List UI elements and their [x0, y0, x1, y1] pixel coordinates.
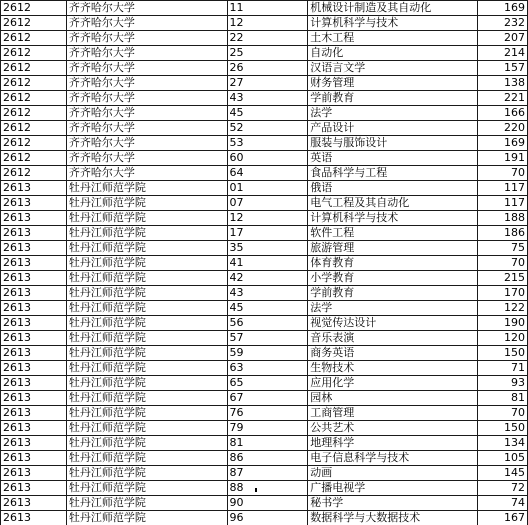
school-name-cell[interactable]: 牡丹江师范学院 [66, 466, 227, 481]
school-code-cell[interactable]: 2612 [1, 16, 67, 31]
plan-count-cell[interactable]: 191 [478, 151, 528, 166]
table-row[interactable] [1, 76, 528, 91]
major-code-cell[interactable]: 45 [227, 106, 308, 121]
major-name-cell[interactable]: 体育教育 [308, 256, 478, 271]
school-name-cell[interactable]: 牡丹江师范学院 [66, 391, 227, 406]
major-name-cell[interactable]: 产品设计 [308, 121, 478, 136]
plan-count-cell[interactable]: 81 [478, 391, 528, 406]
major-code-cell[interactable]: 65 [227, 376, 308, 391]
table-row[interactable] [1, 421, 528, 436]
major-code-cell[interactable]: 42 [227, 271, 308, 286]
school-name-cell[interactable]: 齐齐哈尔大学 [66, 16, 227, 31]
major-code-cell[interactable]: 63 [227, 361, 308, 376]
school-code-cell[interactable]: 2612 [1, 151, 67, 166]
major-name-cell[interactable]: 小学教育 [308, 271, 478, 286]
plan-count-cell[interactable]: 150 [478, 421, 528, 436]
school-code-cell[interactable]: 2613 [1, 421, 67, 436]
major-code-cell[interactable]: 87 [227, 466, 308, 481]
plan-count-cell[interactable]: 70 [478, 256, 528, 271]
major-name-cell[interactable]: 计算机科学与技术 [308, 211, 478, 226]
school-name-cell[interactable]: 牡丹江师范学院 [66, 211, 227, 226]
major-code-cell[interactable]: 27 [227, 76, 308, 91]
major-name-cell[interactable]: 财务管理 [308, 76, 478, 91]
school-code-cell[interactable]: 2613 [1, 256, 67, 271]
school-name-cell[interactable]: 牡丹江师范学院 [66, 271, 227, 286]
table-row[interactable] [1, 196, 528, 211]
major-code-cell[interactable]: 86 [227, 451, 308, 466]
school-name-cell[interactable]: 牡丹江师范学院 [66, 226, 227, 241]
table-row[interactable] [1, 496, 528, 511]
major-name-cell[interactable]: 动画 [308, 466, 478, 481]
school-code-cell[interactable]: 2612 [1, 106, 67, 121]
major-code-cell[interactable]: 53 [227, 136, 308, 151]
plan-count-cell[interactable]: 220 [478, 121, 528, 136]
school-code-cell[interactable]: 2612 [1, 91, 67, 106]
table-row[interactable] [1, 436, 528, 451]
major-name-cell[interactable]: 计算机科学与技术 [308, 16, 478, 31]
plan-count-cell[interactable]: 75 [478, 241, 528, 256]
table-row[interactable] [1, 331, 528, 346]
school-code-cell[interactable]: 2612 [1, 76, 67, 91]
major-name-cell[interactable]: 生物技术 [308, 361, 478, 376]
school-code-cell[interactable]: 2613 [1, 496, 67, 511]
school-code-cell[interactable]: 2613 [1, 241, 67, 256]
school-code-cell[interactable]: 2613 [1, 511, 67, 525]
major-code-cell[interactable]: 59 [227, 346, 308, 361]
plan-count-cell[interactable]: 70 [478, 406, 528, 421]
school-name-cell[interactable]: 牡丹江师范学院 [66, 406, 227, 421]
major-code-cell[interactable]: 43 [227, 286, 308, 301]
table-row[interactable] [1, 151, 528, 166]
major-name-cell[interactable]: 商务英语 [308, 346, 478, 361]
major-name-cell[interactable]: 软件工程 [308, 226, 478, 241]
major-name-cell[interactable]: 法学 [308, 301, 478, 316]
table-row[interactable] [1, 121, 528, 136]
plan-count-cell[interactable]: 117 [478, 181, 528, 196]
school-code-cell[interactable]: 2613 [1, 466, 67, 481]
school-name-cell[interactable]: 牡丹江师范学院 [66, 511, 227, 525]
major-code-cell[interactable]: 67 [227, 391, 308, 406]
school-code-cell[interactable]: 2613 [1, 331, 67, 346]
school-code-cell[interactable]: 2613 [1, 271, 67, 286]
major-code-cell[interactable]: 81 [227, 436, 308, 451]
major-code-cell[interactable]: 25 [227, 46, 308, 61]
school-code-cell[interactable]: 2612 [1, 136, 67, 151]
cell-cursor-mark [255, 488, 257, 492]
major-code-cell[interactable]: 35 [227, 241, 308, 256]
plan-count-cell[interactable]: 93 [478, 376, 528, 391]
major-name-cell[interactable]: 食品科学与工程 [308, 166, 478, 181]
major-code-cell[interactable]: 90 [227, 496, 308, 511]
school-name-cell[interactable]: 牡丹江师范学院 [66, 196, 227, 211]
table-row[interactable] [1, 181, 528, 196]
table-row[interactable] [1, 136, 528, 151]
major-code-cell[interactable]: 45 [227, 301, 308, 316]
table-row[interactable] [1, 256, 528, 271]
plan-count-cell[interactable]: 190 [478, 316, 528, 331]
school-code-cell[interactable]: 2612 [1, 46, 67, 61]
major-name-cell[interactable]: 视觉传达设计 [308, 316, 478, 331]
school-code-cell[interactable]: 2613 [1, 376, 67, 391]
table-row[interactable] [1, 391, 528, 406]
plan-count-cell[interactable]: 70 [478, 166, 528, 181]
school-name-cell[interactable]: 齐齐哈尔大学 [66, 136, 227, 151]
plan-count-cell[interactable]: 138 [478, 76, 528, 91]
table-row[interactable] [1, 316, 528, 331]
plan-count-cell[interactable]: 74 [478, 496, 528, 511]
major-code-cell[interactable]: 12 [227, 211, 308, 226]
table-row[interactable] [1, 211, 528, 226]
table-row[interactable] [1, 286, 528, 301]
major-code-cell[interactable]: 79 [227, 421, 308, 436]
school-code-cell[interactable]: 2612 [1, 1, 67, 16]
school-code-cell[interactable]: 2613 [1, 406, 67, 421]
major-code-cell[interactable]: 76 [227, 406, 308, 421]
school-name-cell[interactable]: 牡丹江师范学院 [66, 286, 227, 301]
table-row[interactable] [1, 406, 528, 421]
school-code-cell[interactable]: 2613 [1, 196, 67, 211]
major-code-cell[interactable]: 11 [227, 1, 308, 16]
major-code-cell[interactable]: 17 [227, 226, 308, 241]
table-body [1, 1, 528, 525]
major-name-cell[interactable]: 音乐表演 [308, 331, 478, 346]
major-name-cell[interactable]: 地理科学 [308, 436, 478, 451]
table-row[interactable] [1, 91, 528, 106]
major-name-cell[interactable]: 电子信息科学与技术 [308, 451, 478, 466]
table-row[interactable] [1, 46, 528, 61]
table-row[interactable] [1, 61, 528, 76]
plan-count-cell[interactable]: 157 [478, 61, 528, 76]
plan-count-cell[interactable]: 188 [478, 211, 528, 226]
plan-count-cell[interactable]: 169 [478, 1, 528, 16]
major-code-cell[interactable]: 88 [227, 481, 308, 496]
major-code-cell[interactable]: 52 [227, 121, 308, 136]
school-code-cell[interactable]: 2612 [1, 31, 67, 46]
school-code-cell[interactable]: 2613 [1, 316, 67, 331]
plan-count-cell[interactable]: 71 [478, 361, 528, 376]
school-name-cell[interactable]: 牡丹江师范学院 [66, 481, 227, 496]
school-code-cell[interactable]: 2613 [1, 436, 67, 451]
table-row[interactable] [1, 31, 528, 46]
school-name-cell[interactable]: 牡丹江师范学院 [66, 181, 227, 196]
major-name-cell[interactable]: 学前教育 [308, 91, 478, 106]
school-name-cell[interactable]: 齐齐哈尔大学 [66, 76, 227, 91]
major-code-cell[interactable]: 64 [227, 166, 308, 181]
major-name-cell[interactable]: 土木工程 [308, 31, 478, 46]
plan-count-cell[interactable]: 215 [478, 271, 528, 286]
plan-count-cell[interactable]: 214 [478, 46, 528, 61]
school-name-cell[interactable]: 牡丹江师范学院 [66, 421, 227, 436]
major-name-cell[interactable]: 服装与服饰设计 [308, 136, 478, 151]
major-name-cell[interactable]: 电气工程及其自动化 [308, 196, 478, 211]
plan-count-cell[interactable]: 232 [478, 16, 528, 31]
major-name-cell[interactable]: 园林 [308, 391, 478, 406]
school-code-cell[interactable]: 2613 [1, 181, 67, 196]
school-name-cell[interactable]: 齐齐哈尔大学 [66, 91, 227, 106]
school-name-cell[interactable]: 齐齐哈尔大学 [66, 121, 227, 136]
major-code-cell[interactable]: 01 [227, 181, 308, 196]
plan-count-cell[interactable]: 72 [478, 481, 528, 496]
plan-count-cell[interactable]: 186 [478, 226, 528, 241]
major-name-cell[interactable]: 数据科学与大数据技术 [308, 511, 478, 525]
major-name-cell[interactable]: 广播电视学 [308, 481, 478, 496]
major-code-cell[interactable]: 41 [227, 256, 308, 271]
major-name-cell[interactable]: 法学 [308, 106, 478, 121]
school-name-cell[interactable]: 牡丹江师范学院 [66, 496, 227, 511]
major-code-cell[interactable]: 12 [227, 16, 308, 31]
school-name-cell[interactable]: 牡丹江师范学院 [66, 301, 227, 316]
table-row[interactable] [1, 451, 528, 466]
plan-count-cell[interactable]: 166 [478, 106, 528, 121]
plan-count-cell[interactable]: 169 [478, 136, 528, 151]
school-code-cell[interactable]: 2612 [1, 121, 67, 136]
school-name-cell[interactable]: 牡丹江师范学院 [66, 376, 227, 391]
major-name-cell[interactable]: 应用化学 [308, 376, 478, 391]
major-code-cell[interactable]: 43 [227, 91, 308, 106]
school-code-cell[interactable]: 2613 [1, 286, 67, 301]
school-name-cell[interactable]: 齐齐哈尔大学 [66, 61, 227, 76]
major-name-cell[interactable]: 旅游管理 [308, 241, 478, 256]
table-row[interactable] [1, 481, 528, 496]
school-name-cell[interactable]: 齐齐哈尔大学 [66, 46, 227, 61]
school-code-cell[interactable]: 2613 [1, 481, 67, 496]
plan-count-cell[interactable]: 145 [478, 466, 528, 481]
school-name-cell[interactable]: 齐齐哈尔大学 [66, 31, 227, 46]
school-code-cell[interactable]: 2613 [1, 391, 67, 406]
school-code-cell[interactable]: 2612 [1, 61, 67, 76]
major-code-cell[interactable]: 57 [227, 331, 308, 346]
major-code-cell[interactable]: 96 [227, 511, 308, 525]
school-name-cell[interactable]: 牡丹江师范学院 [66, 256, 227, 271]
major-name-cell[interactable]: 机械设计制造及其自动化 [308, 1, 478, 16]
plan-count-cell[interactable]: 170 [478, 286, 528, 301]
school-name-cell[interactable]: 牡丹江师范学院 [66, 316, 227, 331]
major-name-cell[interactable]: 自动化 [308, 46, 478, 61]
school-name-cell[interactable]: 牡丹江师范学院 [66, 241, 227, 256]
table-row[interactable] [1, 376, 528, 391]
school-name-cell[interactable]: 齐齐哈尔大学 [66, 1, 227, 16]
table-row[interactable] [1, 226, 528, 241]
table-row[interactable] [1, 301, 528, 316]
major-name-cell[interactable]: 工商管理 [308, 406, 478, 421]
major-code-cell[interactable]: 60 [227, 151, 308, 166]
plan-count-cell[interactable]: 122 [478, 301, 528, 316]
plan-count-cell[interactable]: 117 [478, 196, 528, 211]
table-row[interactable] [1, 16, 528, 31]
school-code-cell[interactable]: 2613 [1, 361, 67, 376]
plan-count-cell[interactable]: 207 [478, 31, 528, 46]
major-code-cell[interactable]: 56 [227, 316, 308, 331]
school-code-cell[interactable]: 2612 [1, 166, 67, 181]
school-code-cell[interactable]: 2613 [1, 451, 67, 466]
table-row[interactable] [1, 1, 528, 16]
major-name-cell[interactable]: 学前教育 [308, 286, 478, 301]
school-name-cell[interactable]: 牡丹江师范学院 [66, 451, 227, 466]
table-row[interactable] [1, 241, 528, 256]
plan-count-cell[interactable]: 134 [478, 436, 528, 451]
table-row[interactable] [1, 346, 528, 361]
school-name-cell[interactable]: 齐齐哈尔大学 [66, 106, 227, 121]
major-name-cell[interactable]: 汉语言文学 [308, 61, 478, 76]
table-row[interactable] [1, 511, 528, 525]
plan-count-cell[interactable]: 150 [478, 346, 528, 361]
plan-count-cell[interactable]: 221 [478, 91, 528, 106]
table-row[interactable] [1, 466, 528, 481]
school-code-cell[interactable]: 2613 [1, 226, 67, 241]
plan-count-cell[interactable]: 120 [478, 331, 528, 346]
major-name-cell[interactable]: 英语 [308, 151, 478, 166]
table-row[interactable] [1, 361, 528, 376]
school-name-cell[interactable]: 齐齐哈尔大学 [66, 151, 227, 166]
school-name-cell[interactable]: 齐齐哈尔大学 [66, 166, 227, 181]
plan-count-cell[interactable]: 105 [478, 451, 528, 466]
major-code-cell[interactable]: 07 [227, 196, 308, 211]
table-row[interactable] [1, 106, 528, 121]
school-name-cell[interactable]: 牡丹江师范学院 [66, 436, 227, 451]
school-name-cell[interactable]: 牡丹江师范学院 [66, 331, 227, 346]
major-name-cell[interactable]: 秘书学 [308, 496, 478, 511]
table-row[interactable] [1, 271, 528, 286]
major-name-cell[interactable]: 俄语 [308, 181, 478, 196]
school-name-cell[interactable]: 牡丹江师范学院 [66, 361, 227, 376]
school-name-cell[interactable]: 牡丹江师范学院 [66, 346, 227, 361]
plan-count-cell[interactable]: 167 [478, 511, 528, 525]
major-name-cell[interactable]: 公共艺术 [308, 421, 478, 436]
table-row[interactable] [1, 166, 528, 181]
major-code-cell[interactable]: 26 [227, 61, 308, 76]
school-code-cell[interactable]: 2613 [1, 346, 67, 361]
school-code-cell[interactable]: 2613 [1, 301, 67, 316]
major-code-cell[interactable]: 22 [227, 31, 308, 46]
school-code-cell[interactable]: 2613 [1, 211, 67, 226]
